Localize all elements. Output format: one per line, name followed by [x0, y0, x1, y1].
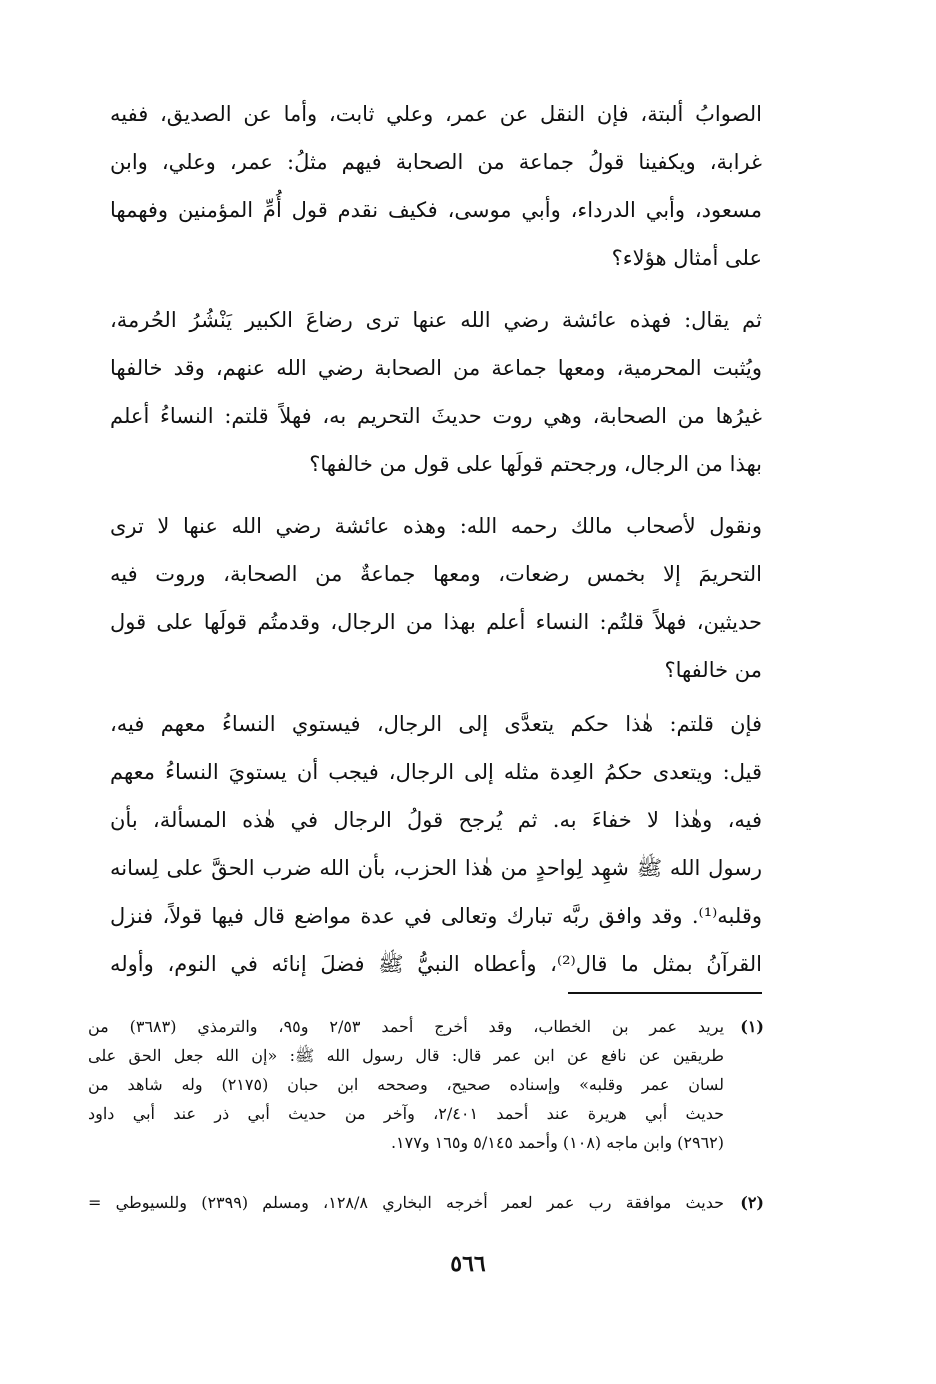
- footnote-line: لسان عمر وقلبه» وإسناده صحيح، وصححه ابن حبان (٢١٧٥) وله شاهد من: [88, 1075, 724, 1094]
- page-number: ٥٦٦: [450, 1251, 486, 1277]
- text-line: ونقول لأصحاب مالك رحمه الله: وهذه عائشة رضي الله عنها لا ترى: [110, 514, 762, 538]
- footnote-line: حديث أبي هريرة عند أحمد ٢/٤٠١، وآخر من حديث أبي ذر عند أبي داود: [88, 1104, 724, 1123]
- footnote-marker: (١): [740, 1017, 764, 1036]
- text-line: على أمثال هؤلاء؟: [611, 246, 762, 270]
- text-line: التحريمَ إلا بخمس رضعات، ومعها جماعةٌ من الصحابة، وروت فيه: [110, 562, 762, 586]
- text-line: قيل: ويتعدى حكمُ العِدة مثله إلى الرجال، فيجب أن يستويَ النساءُ معهم: [110, 760, 762, 784]
- footnote-line: حديث موافقة رب عمر لعمر أخرجه البخاري ١٢٨/٨، ومسلم (٢٣٩٩) وللسيوطي =: [88, 1193, 724, 1212]
- text-line: القرآنُ بمثل ما قال⁽²⁾، وأعطاه النبيُّ ﷺ فضلَ إنائه في النوم، وأوله: [110, 952, 762, 976]
- text-line: رسول الله ﷺ شهِد لِواحدٍ من هٰذا الحزب، بأن الله ضرب الحقَّ على لِسانه: [110, 856, 762, 880]
- footnote-1: [88, 1012, 764, 1157]
- text-line: ثم يقال: فهذه عائشة رضي الله عنها ترى رضاعَ الكبير يَنْشُرُ الحُرمة،: [110, 308, 762, 332]
- text-line: ويُثبت المحرمية، ومعها جماعة من الصحابة رضي الله عنهم، وقد خالفها: [110, 356, 762, 380]
- footnote-2: [88, 1188, 764, 1217]
- paragraph-1: [110, 90, 762, 282]
- paragraph-2: [110, 296, 762, 488]
- text-line: وقلبه⁽¹⁾. وقد وافق ربَّه تبارك وتعالى في عدة مواضع قال فيها قولاً، فنزل: [110, 904, 762, 928]
- text-line: بهذا من الرجال، ورجحتم قولَها على قول من خالفها؟: [309, 452, 762, 476]
- paragraph-4: [110, 700, 762, 988]
- text-line: من خالفها؟: [664, 658, 762, 682]
- footnote-line: طريقين عن نافع عن ابن عمر قال: قال رسول الله ﷺ: «إن الله جعل الحق على: [88, 1046, 724, 1065]
- text-line: غيرُها من الصحابة، وهي روت حديثَ التحريم به، فهلاً قلتم: النساءُ أعلم: [110, 404, 762, 428]
- text-line: مسعود، وأبي الدرداء، وأبي موسى، فكيف نقدم قول أُمِّ المؤمنين وفهمها: [110, 198, 762, 222]
- text-line: فيه، وهٰذا لا خفاءَ به. ثم يُرجح قولُ الرجال في هٰذه المسألة، بأن: [110, 808, 762, 832]
- text-line: حديثين، فهلاً قلتُم: النساء أعلم بهذا من الرجال، وقدمتُم قولَها على قول: [110, 610, 762, 634]
- text-line: غرابة، ويكفينا قولُ جماعة من الصحابة فيهم مثلُ: عمر، وعلي، وابن: [110, 150, 762, 174]
- paragraph-3: [110, 502, 762, 694]
- text-line: الصوابُ ألبتة، فإن النقل عن عمر، وعلي ثابت، وأما عن الصديق، ففيه: [110, 102, 762, 126]
- footnote-line: (٢٩٦٢) وابن ماجه (١٠٨) وأحمد ٥/١٤٥ و١٦٥ و١٧٧.: [390, 1133, 724, 1152]
- footnote-marker: (٢): [740, 1193, 764, 1212]
- footnote-line: يريد عمر بن الخطاب، وقد أخرج أحمد ٢/٥٣ و٩٥، والترمذي (٣٦٨٣) من: [88, 1017, 724, 1036]
- text-line: فإن قلتم: هٰذا حكم يتعدَّى إلى الرجال، فيستوي النساءُ معهم فيه،: [110, 712, 762, 736]
- footnote-separator: [568, 992, 762, 994]
